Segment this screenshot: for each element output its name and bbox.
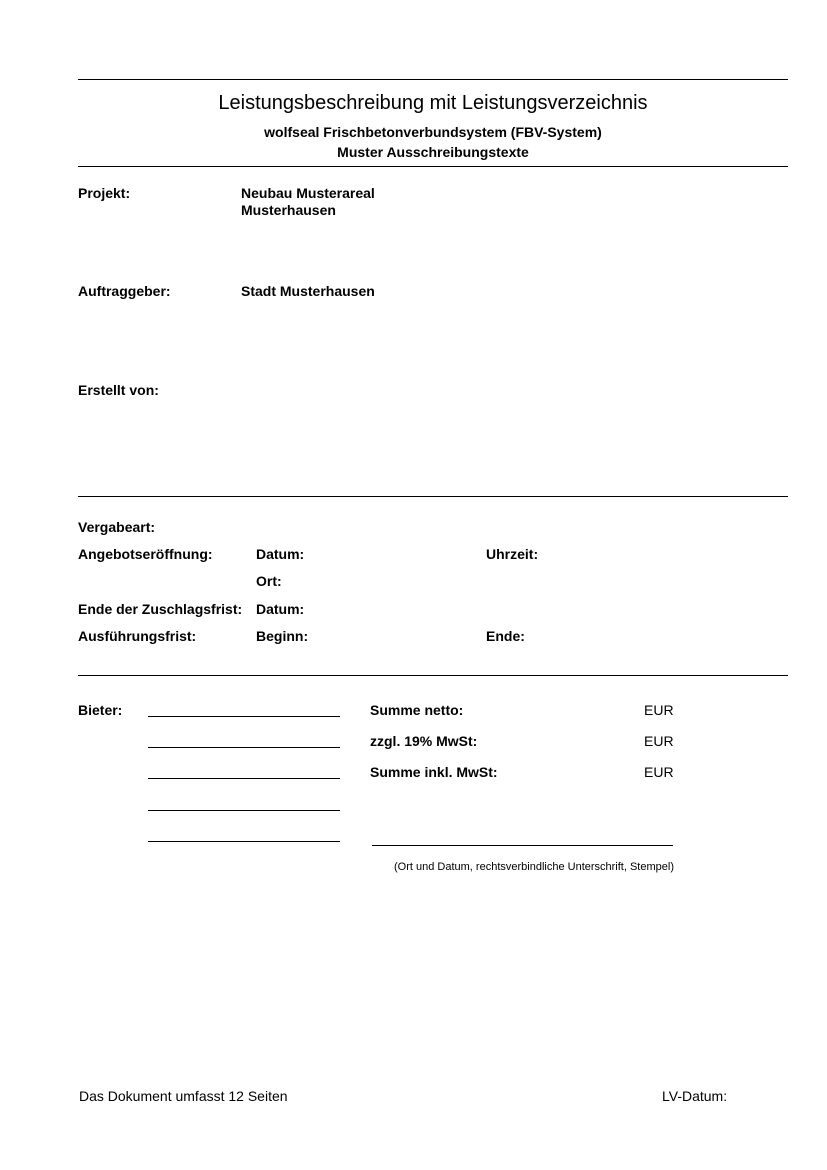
signature-caption: (Ort und Datum, rechtsverbindliche Unterschrift, Stempel) — [394, 861, 674, 873]
summe-inkl-currency: EUR — [644, 764, 674, 780]
document-subtitle-2: Muster Ausschreibungstexte — [337, 144, 529, 160]
footer-lv-datum-label: LV-Datum: — [662, 1088, 728, 1104]
summe-netto-label: Summe netto: — [370, 702, 464, 718]
bieter-line-5 — [148, 841, 340, 842]
document-subtitle: wolfseal Frischbetonverbundsystem (FBV-System) — [264, 124, 602, 140]
mwst-currency: EUR — [644, 733, 674, 749]
document-title: Leistungsbeschreibung mit Leistungsverzeichnis — [218, 92, 648, 114]
erstellt-von-label: Erstellt von: — [78, 382, 159, 398]
ausfuehrung-ende-label: Ende: — [486, 628, 525, 644]
header-bottom-rule — [78, 166, 788, 167]
bieter-line-4 — [148, 810, 340, 811]
zuschlag-datum-label: Datum: — [256, 601, 305, 617]
angebotseroeffnung-label: Angebotseröffnung: — [78, 546, 213, 562]
section-rule-2 — [78, 675, 788, 676]
top-rule — [78, 79, 788, 80]
bieter-line-1 — [148, 716, 340, 717]
summe-inkl-label: Summe inkl. MwSt: — [370, 764, 498, 780]
vergabeart-label: Vergabeart: — [78, 519, 156, 535]
angebot-uhrzeit-label: Uhrzeit: — [486, 546, 539, 562]
angebot-ort-label: Ort: — [256, 573, 282, 589]
bieter-line-2 — [148, 747, 340, 748]
signature-line — [372, 845, 673, 846]
ausfuehrung-beginn-label: Beginn: — [256, 628, 309, 644]
summe-netto-currency: EUR — [644, 702, 674, 718]
bieter-line-3 — [148, 778, 340, 779]
projekt-label: Projekt: — [78, 185, 131, 201]
footer-page-count: Das Dokument umfasst 12 Seiten — [79, 1088, 288, 1104]
bieter-label: Bieter: — [78, 702, 123, 718]
ausfuehrungsfrist-label: Ausführungsfrist: — [78, 628, 197, 644]
angebot-datum-label: Datum: — [256, 546, 305, 562]
zuschlagsfrist-label: Ende der Zuschlagsfrist: — [78, 601, 243, 617]
section-rule-1 — [78, 496, 788, 497]
auftraggeber-value: Stadt Musterhausen — [241, 283, 375, 299]
mwst-label: zzgl. 19% MwSt: — [370, 733, 478, 749]
projekt-value-line2: Musterhausen — [241, 202, 336, 218]
auftraggeber-label: Auftraggeber: — [78, 283, 171, 299]
projekt-value-line1: Neubau Musterareal — [241, 185, 375, 201]
